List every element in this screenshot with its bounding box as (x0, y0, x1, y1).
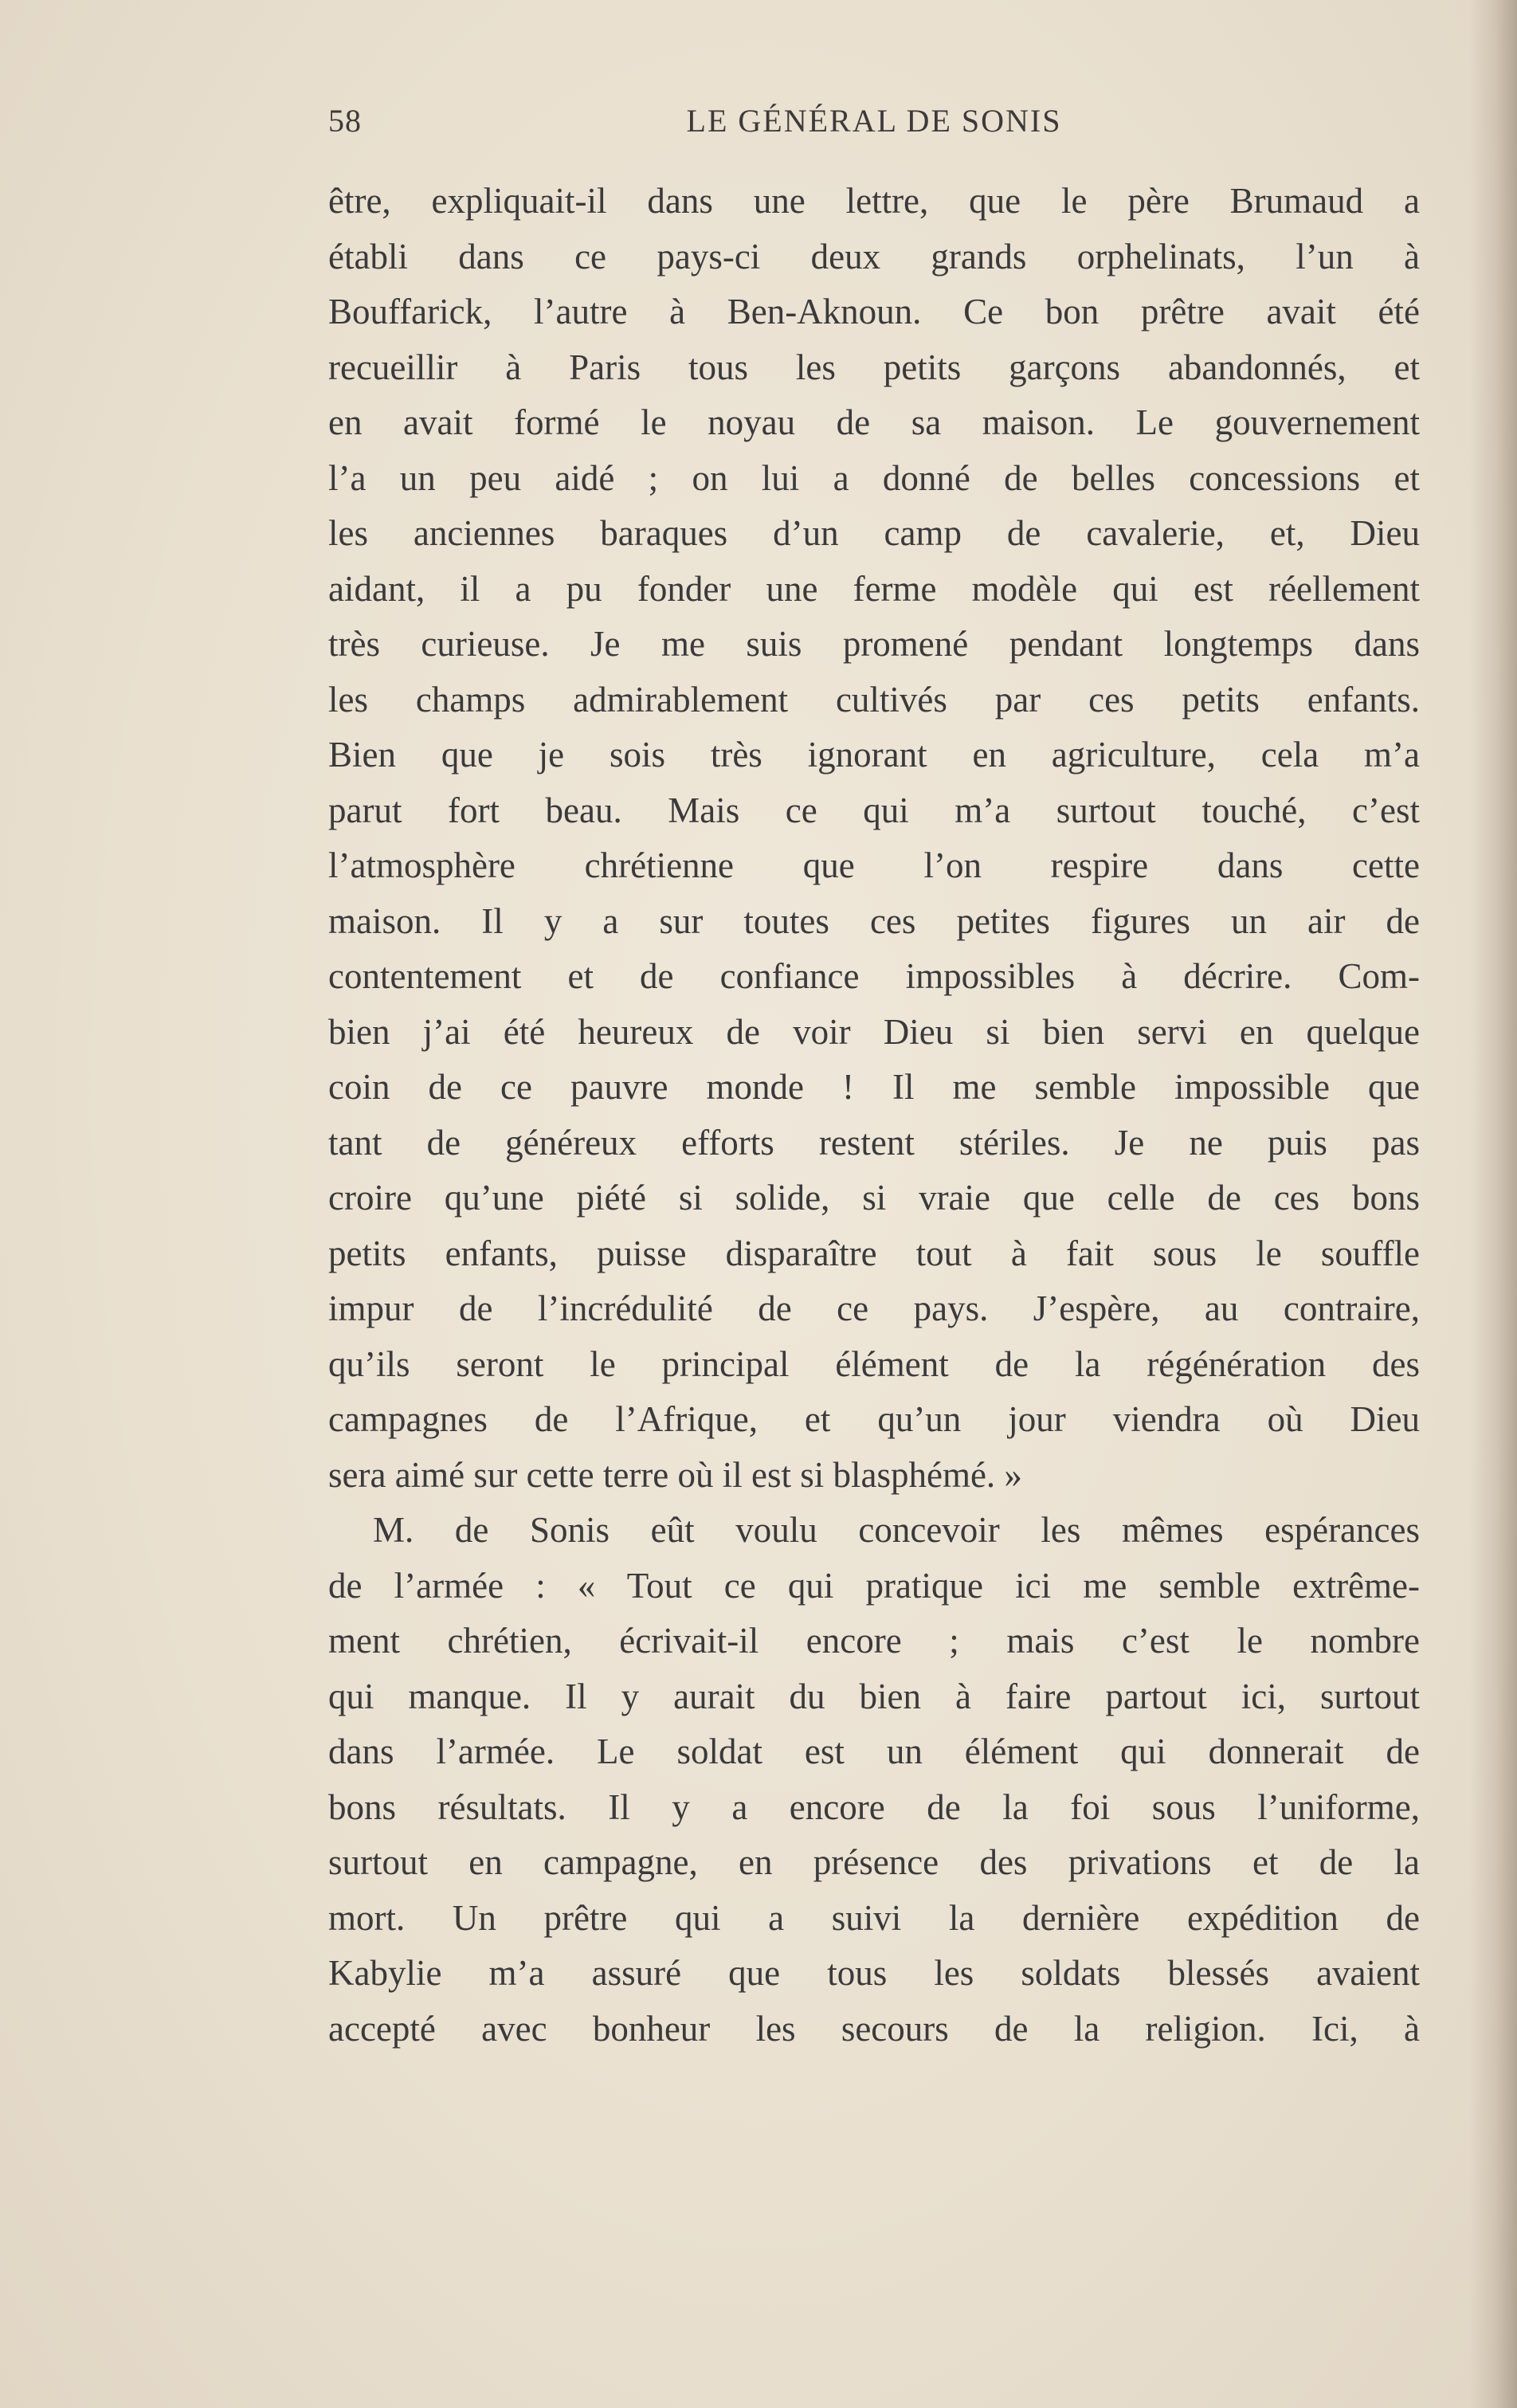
text-line: surtout en campagne, en présence des privations et de la (328, 1842, 1420, 1882)
text-line: bons résultats. Il y a encore de la foi sous l’uniforme, (328, 1786, 1420, 1827)
text-line: l’a un peu aidé ; on lui a donné de belles concessions et (328, 457, 1420, 498)
text-line: l’atmosphère chrétienne que l’on respire dans cette (328, 845, 1420, 885)
text-line: mort. Un prêtre qui a suivi la dernière expédition de (328, 1897, 1420, 1938)
paragraph-start-line: M. de Sonis eût voulu concevoir les mêmes espérances (373, 1510, 1420, 1550)
page-edge-shadow (1469, 0, 1517, 2408)
text-line: Bouffarick, l’autre à Ben-Aknoun. Ce bon prêtre avait été (328, 292, 1420, 331)
running-title: LE GÉNÉRAL DE SONIS (686, 103, 1062, 139)
text-line: contentement et de confiance impossibles à décrire. Com- (328, 956, 1420, 996)
page-number: 58 (328, 103, 362, 139)
text-line: bien j’ai été heureux de voir Dieu si bien servi en quelque (328, 1011, 1420, 1052)
text-line: croire qu’une piété si solide, si vraie que celle de ces bons (328, 1178, 1420, 1218)
text-line: Bien que je sois très ignorant en agriculture, cela m’a (328, 735, 1420, 775)
text-line: de l’armée : « Tout ce qui pratique ici me semble extrême- (328, 1565, 1420, 1606)
text-line: les champs admirablement cultivés par ces petits enfants. (328, 679, 1420, 720)
text-line: qui manque. Il y aurait du bien à faire partout ici, surtout (328, 1676, 1420, 1716)
text-line: tant de généreux efforts restent stériles. Je ne puis pas (328, 1122, 1420, 1163)
text-line: petits enfants, puisse disparaître tout à fait sous le souffle (328, 1233, 1420, 1273)
text-line: parut fort beau. Mais ce qui m’a surtout touché, c’est (328, 790, 1420, 830)
text-line: qu’ils seront le principal élément de la régénération des (328, 1343, 1420, 1384)
running-header (328, 102, 1420, 150)
text-line: impur de l’incrédulité de ce pays. J’espère, au contraire, (328, 1288, 1420, 1328)
paragraph-end-line: sera aimé sur cette terre où il est si blasphémé. » (328, 1454, 1022, 1495)
text-line: recueillir à Paris tous les petits garçons abandonnés, et (328, 347, 1420, 387)
text-line: les anciennes baraques d’un camp de cavalerie, et, Dieu (328, 513, 1420, 553)
text-line: en avait formé le noyau de sa maison. Le gouvernement (328, 402, 1420, 442)
text-line: dans l’armée. Le soldat est un élément qui donnerait de (328, 1731, 1420, 1771)
text-line: établi dans ce pays-ci deux grands orphelinats, l’un à (328, 236, 1420, 276)
text-line: campagnes de l’Afrique, et qu’un jour viendra où Dieu (328, 1399, 1420, 1439)
text-line: être, expliquait-il dans une lettre, que le père Brumaud a (328, 181, 1420, 221)
text-line: Kabylie m’a assuré que tous les soldats blessés avaient (328, 1953, 1420, 1993)
text-line: maison. Il y a sur toutes ces petites figures un air de (328, 900, 1420, 941)
body-text (328, 174, 1420, 2057)
text-line: aidant, il a pu fonder une ferme modèle qui est réellement (328, 568, 1420, 609)
text-line: ment chrétien, écrivait-il encore ; mais c’est le nombre (328, 1621, 1420, 1661)
text-line: très curieuse. Je me suis promené pendant longtemps dans (328, 624, 1420, 664)
text-line: accepté avec bonheur les secours de la religion. Ici, à (328, 2008, 1420, 2049)
text-line: coin de ce pauvre monde ! Il me semble impossible que (328, 1067, 1420, 1107)
